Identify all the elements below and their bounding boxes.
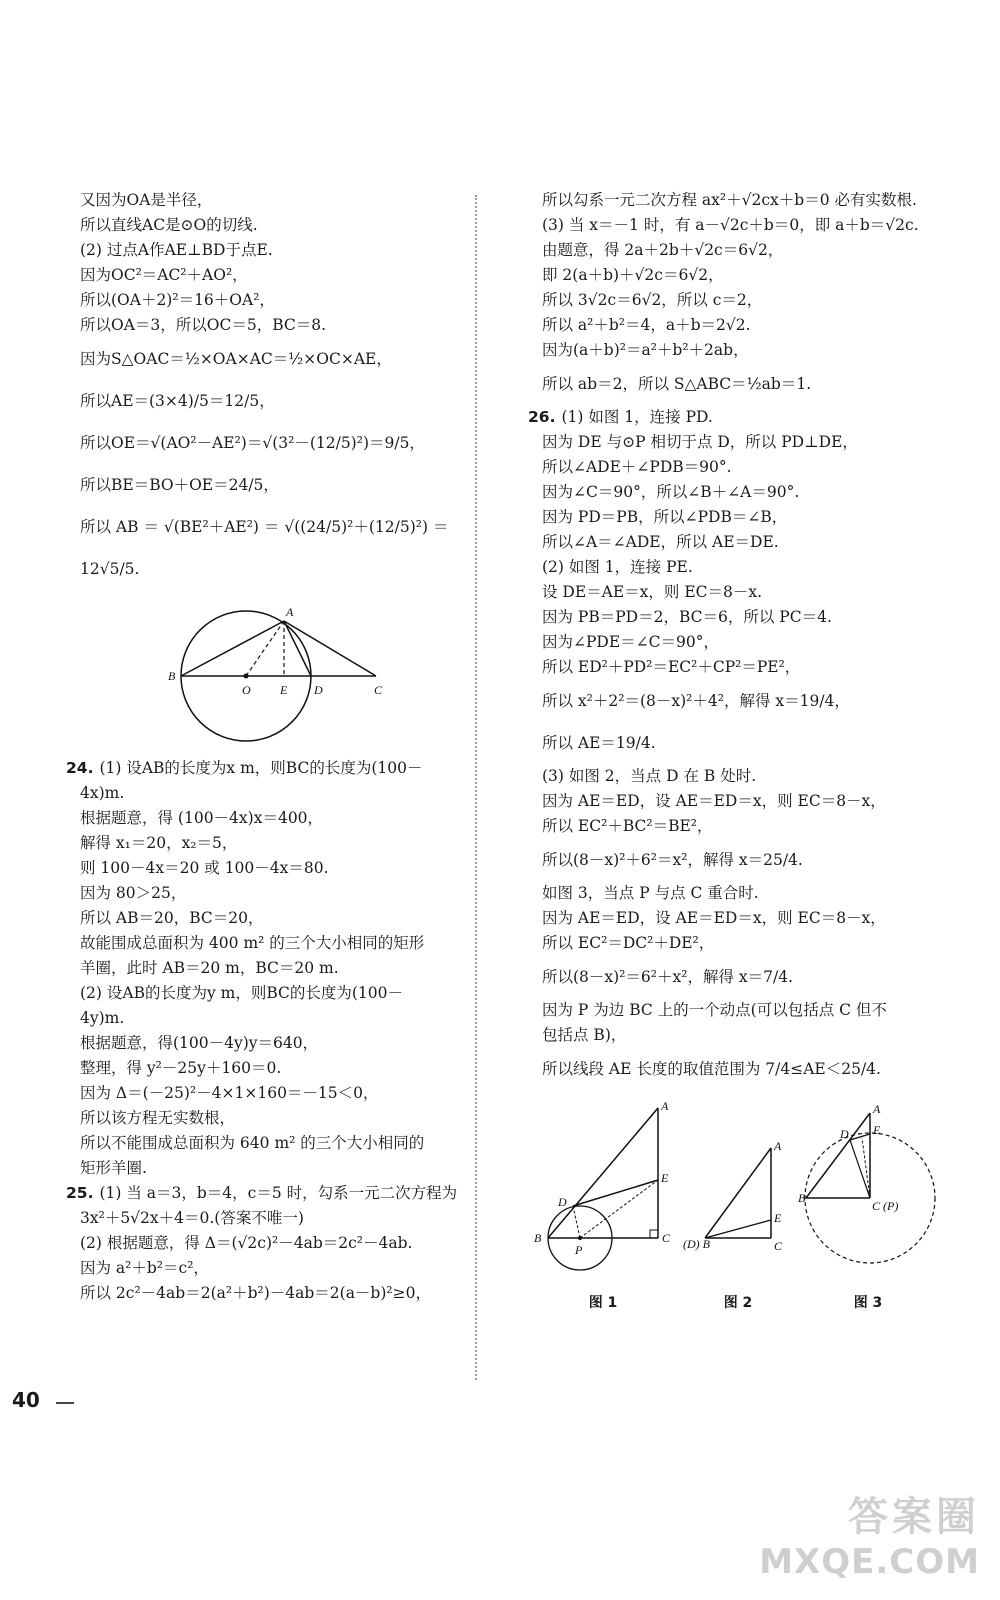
text-line: 因为 DE 与⊙P 相切于点 D，所以 PD⊥DE，	[542, 433, 858, 451]
text-line: 故能围成总面积为 400 m² 的三个大小相同的矩形	[80, 934, 425, 952]
text-line: 因为S△OAC＝½×OA×AC＝½×OC×AE，	[80, 350, 392, 368]
text-line: 由题意，得 2a＋2b＋√2c＝6√2，	[542, 241, 784, 259]
text-line: 所以OA＝3，所以OC＝5，BC＝8.	[80, 316, 327, 334]
text-line: 根据题意，得(100－4y)y＝640，	[80, 1034, 319, 1052]
circle-tangent-figure	[66, 596, 466, 750]
text-line: 所以(8－x)²＋6²＝x²，解得 x＝25/4.	[542, 851, 803, 869]
text-line: (2) 过点A作AE⊥BD于点E.	[80, 241, 273, 259]
text-line: 因为 PD＝PB，所以∠PDB＝∠B，	[542, 508, 788, 526]
watermark-url: MXQE.COM	[759, 1542, 980, 1582]
figures-row	[528, 1098, 938, 1312]
text-line: 所以 ab＝2，所以 S△ABC＝½ab＝1.	[542, 375, 812, 393]
text-line: 4x)m.	[80, 784, 125, 802]
fig2-label-DB: (D) B	[683, 1237, 710, 1251]
fig3-label-CP: C (P)	[872, 1199, 899, 1213]
text-line: 3x²＋5√2x＋4＝0.(答案不唯一)	[80, 1209, 304, 1227]
text-line: 因为 Δ＝(－25)²－4×1×160＝－15＜0，	[80, 1084, 379, 1102]
fig3-label-B: B	[798, 1191, 806, 1205]
text-line: 即 2(a＋b)＋√2c＝6√2，	[542, 266, 724, 284]
text-line: 设 DE＝AE＝x，则 EC＝8－x.	[542, 583, 763, 601]
text-line: 又因为OA是半径，	[80, 191, 213, 209]
text-line: 所以 AB ＝ √(BE²＋AE²) ＝ √((24/5)²＋(12/5)²) ＝	[80, 518, 449, 536]
text-line: 所以 AB＝20，BC＝20，	[80, 909, 264, 927]
text-line: 所以 EC²＝DC²＋DE²，	[542, 934, 715, 952]
fig2-label-A: A	[774, 1139, 782, 1153]
text-line: 因为OC²＝AC²＋AO²，	[80, 266, 248, 284]
text-line: 羊圈，此时 AB＝20 m，BC＝20 m.	[80, 959, 339, 977]
text-line: 因为 a²＋b²＝c²，	[80, 1259, 209, 1277]
text-line: 包括点 B)，	[542, 1026, 627, 1044]
question-25-line: 25. (1) 当 a＝3，b＝4，c＝5 时，勾系一元二次方程为	[66, 1184, 458, 1202]
text-line: 所以线段 AE 长度的取值范围为 7/4≤AE＜25/4.	[542, 1060, 881, 1078]
text-line: 所以 x²＋2²＝(8－x)²＋4²，解得 x＝19/4，	[542, 692, 850, 710]
text-line: 所以AE＝(3×4)/5＝12/5，	[80, 392, 275, 410]
fig1-label-P: P	[575, 1243, 583, 1257]
text-line: (3) 当 x＝－1 时，有 a－√2c＋b＝0，即 a＋b＝√2c.	[542, 216, 919, 234]
text-line: (2) 设AB的长度为y m，则BC的长度为(100－	[80, 984, 404, 1002]
label-C: C	[374, 683, 383, 697]
text-line: 所以(8－x)²＝6²＋x²，解得 x＝7/4.	[542, 968, 793, 986]
text-line: 因为 AE＝ED，设 AE＝ED＝x，则 EC＝8－x，	[542, 792, 886, 810]
text-line: 所以 3√2c＝6√2，所以 c＝2，	[542, 291, 763, 309]
label-A: A	[286, 605, 294, 619]
watermark	[759, 1485, 980, 1582]
question-number: 25.	[66, 1184, 94, 1202]
figure-2	[683, 1138, 793, 1312]
page-number: 40	[12, 1388, 40, 1412]
text-line: 所以 2c²－4ab＝2(a²＋b²)－4ab＝2(a－b)²≥0，	[80, 1284, 431, 1302]
fig1-label-E: E	[661, 1171, 669, 1185]
text-line: 所以不能围成总面积为 640 m² 的三个大小相同的	[80, 1134, 425, 1152]
question-26-line: 26. (1) 如图 1，连接 PD.	[528, 408, 713, 426]
text-line: (2) 根据题意，得 Δ＝(√2c)²－4ab＝2c²－4ab.	[80, 1234, 413, 1252]
figure-1	[528, 1098, 678, 1312]
text-line: 解得 x₁＝20，x₂＝5，	[80, 834, 238, 852]
text-line: 因为 P 为边 BC 上的一个动点(可以包括点 C 但不	[542, 1001, 887, 1019]
watermark-logo: 答案圈	[848, 1494, 980, 1540]
figure-1-caption: 图 1	[588, 1295, 618, 1311]
figure-2-caption: 图 2	[723, 1295, 753, 1311]
text-line: 4y)m.	[80, 1009, 125, 1027]
page-number-dash	[56, 1402, 74, 1404]
fig1-label-C: C	[662, 1231, 671, 1245]
text-line: (2) 如图 1，连接 PE.	[542, 558, 693, 576]
text-line: 所以直线AC是⊙O的切线.	[80, 216, 258, 234]
text-line: 则 100－4x＝20 或 100－4x＝80.	[80, 859, 329, 877]
text-line: (3) 如图 2，当点 D 在 B 处时.	[542, 767, 757, 785]
text-line: 因为 PB＝PD＝2，BC＝6，所以 PC＝4.	[542, 608, 832, 626]
fig2-label-C: C	[774, 1239, 783, 1253]
text-line: 因为 AE＝ED，设 AE＝ED＝x，则 EC＝8－x，	[542, 909, 886, 927]
right-column	[528, 188, 938, 1312]
text-line: 因为(a＋b)²＝a²＋b²＋2ab，	[542, 341, 749, 359]
text-line: 12√5/5.	[80, 560, 140, 578]
text-line: 所以 EC²＋BC²＝BE²，	[542, 817, 713, 835]
text-line: 所以 AE＝19/4.	[542, 734, 656, 752]
fig3-label-E: E	[873, 1123, 881, 1137]
text-line: 因为∠PDE＝∠C＝90°，	[542, 633, 719, 651]
left-column	[66, 188, 466, 1306]
question-number: 24.	[66, 759, 94, 777]
fig3-label-D: D	[840, 1127, 849, 1141]
fig3-label-A: A	[873, 1102, 881, 1116]
text-line: 所以∠A＝∠ADE，所以 AE＝DE.	[542, 533, 779, 551]
text-line: 矩形羊圈.	[80, 1159, 147, 1177]
figure-3	[798, 1098, 938, 1312]
label-D: D	[314, 683, 323, 697]
label-O: O	[242, 683, 251, 697]
text-line: 整理，得 y²－25y＋160＝0.	[80, 1059, 282, 1077]
text-line: 所以该方程无实数根，	[80, 1109, 236, 1127]
text-line: 所以OE＝√(AO²－AE²)＝√(3²－(12/5)²)＝9/5，	[80, 434, 425, 452]
text-line: 所以勾系一元二次方程 ax²＋√2cx＋b＝0 必有实数根.	[542, 191, 917, 209]
text-line: 因为 80＞25，	[80, 884, 187, 902]
text-line: 所以∠ADE＋∠PDB＝90°.	[542, 458, 732, 476]
fig1-label-A: A	[661, 1099, 669, 1113]
column-divider	[475, 195, 477, 1380]
text-line: 所以BE＝BO＋OE＝24/5，	[80, 476, 279, 494]
question-number: 26.	[528, 408, 556, 426]
text-line: 所以 a²＋b²＝4，a＋b＝2√2.	[542, 316, 751, 334]
label-E: E	[280, 683, 288, 697]
fig1-label-D: D	[558, 1195, 567, 1209]
text-line: 如图 3，当点 P 与点 C 重合时.	[542, 884, 759, 902]
figure-3-caption: 图 3	[853, 1295, 883, 1311]
label-B: B	[168, 669, 176, 683]
fig2-label-E: E	[774, 1211, 782, 1225]
question-24-line: 24. (1) 设AB的长度为x m，则BC的长度为(100－	[66, 759, 423, 777]
text-line: 根据题意，得 (100－4x)x＝400，	[80, 809, 324, 827]
text-line: 所以 ED²＋PD²＝EC²＋CP²＝PE²，	[542, 658, 801, 676]
text-line: 因为∠C＝90°，所以∠B＋∠A＝90°.	[542, 483, 800, 501]
text-line: 所以(OA＋2)²＝16＋OA²，	[80, 291, 275, 309]
fig1-label-B: B	[534, 1231, 542, 1245]
